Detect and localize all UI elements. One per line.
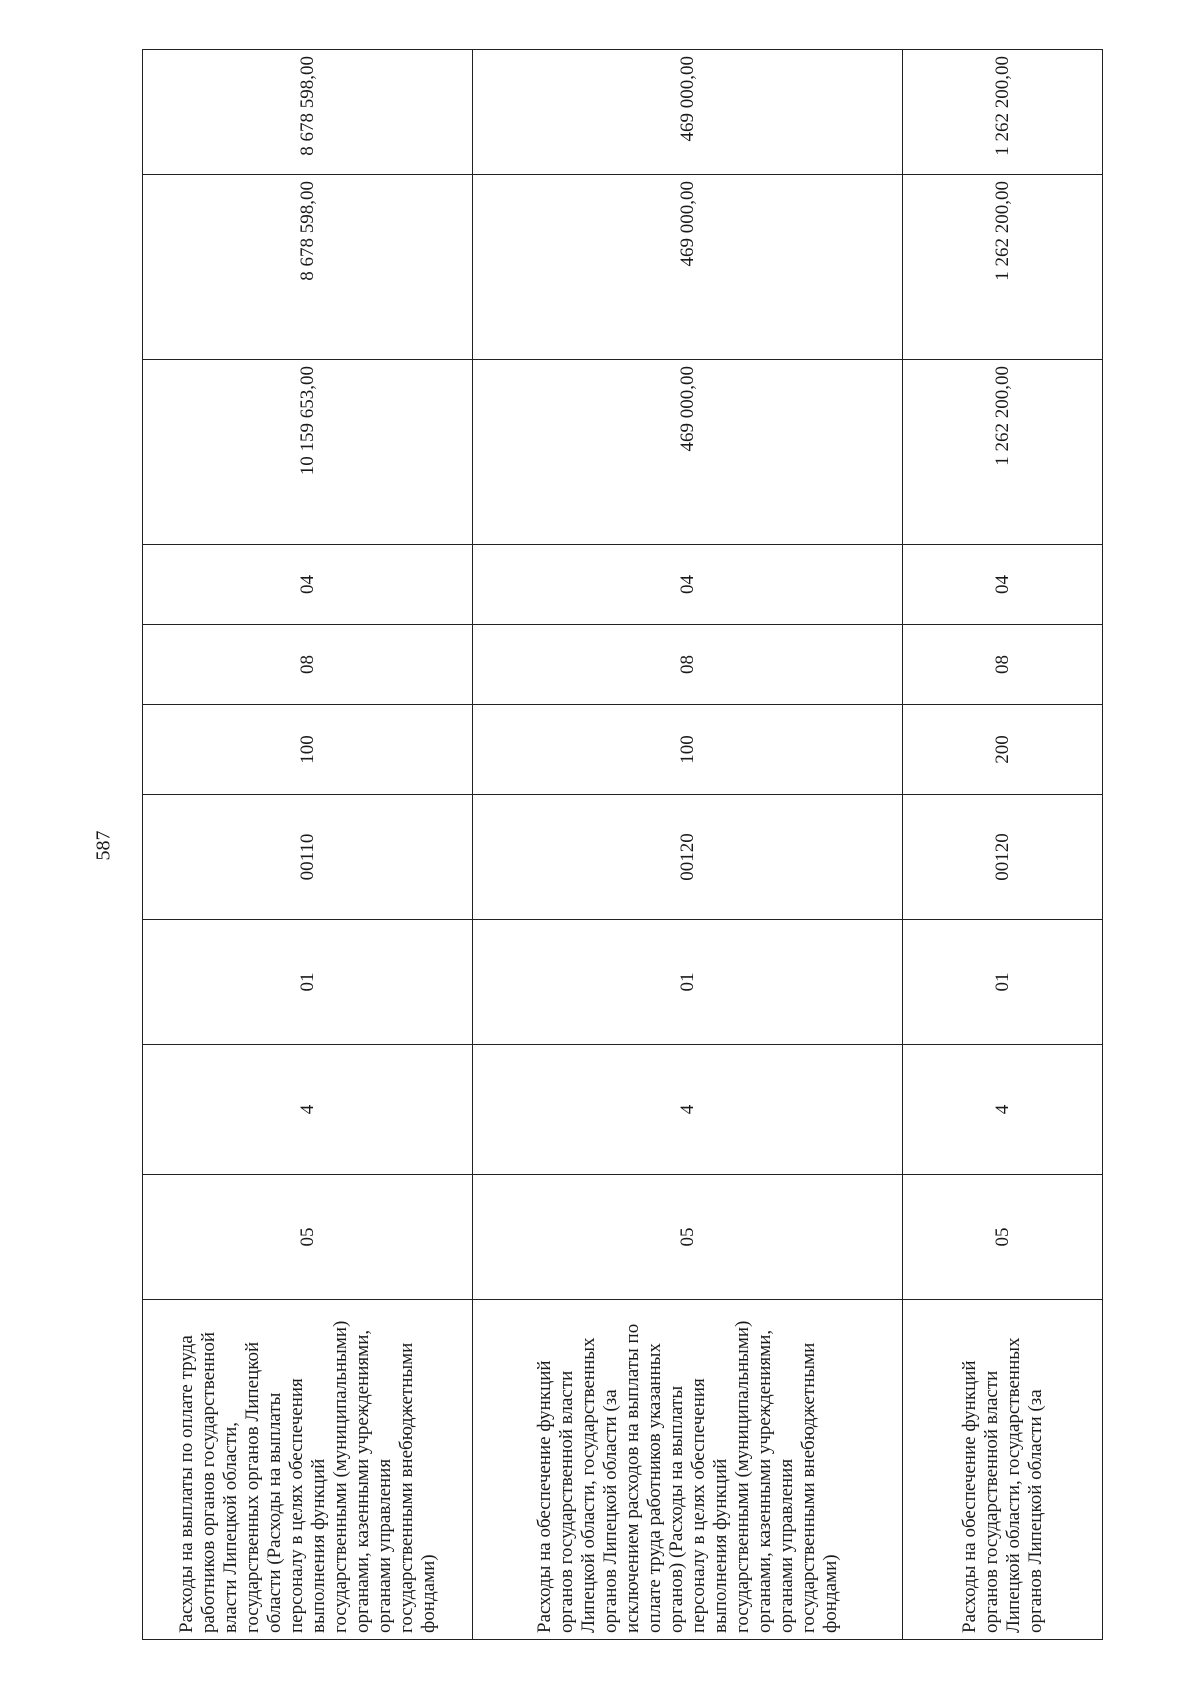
amount-cell: 469 000,00	[473, 50, 903, 175]
amount-cell: 469 000,00	[473, 175, 903, 360]
code-cell: 08	[473, 625, 903, 705]
code-cell: 05	[143, 1175, 473, 1300]
code-cell: 00110	[143, 795, 473, 920]
code-cell: 08	[143, 625, 473, 705]
code-cell: 00120	[473, 795, 903, 920]
code-cell: 00120	[903, 795, 1103, 920]
amount-cell: 10 159 653,00	[143, 360, 473, 545]
code-cell: 05	[903, 1175, 1103, 1300]
table-row	[473, 50, 903, 1640]
code-cell: 100	[473, 705, 903, 795]
code-cell: 200	[903, 705, 1103, 795]
code-cell: 4	[903, 1045, 1103, 1175]
code-cell: 100	[143, 705, 473, 795]
code-cell: 4	[473, 1045, 903, 1175]
code-cell: 04	[473, 545, 903, 625]
row-description: Расходы на обеспечение функций органов государственной власти Липецкой области, государственных органов Липецкой области (за	[903, 1300, 1103, 1640]
amount-cell: 8 678 598,00	[143, 50, 473, 175]
amount-cell: 1 262 200,00	[903, 175, 1103, 360]
amount-cell: 469 000,00	[473, 360, 903, 545]
code-cell: 01	[143, 920, 473, 1045]
table-row	[903, 50, 1103, 1640]
code-cell: 04	[903, 545, 1103, 625]
budget-table	[142, 49, 1103, 1640]
code-cell: 4	[143, 1045, 473, 1175]
code-cell: 04	[143, 545, 473, 625]
amount-cell: 1 262 200,00	[903, 360, 1103, 545]
rotated-table-wrapper	[142, 50, 1102, 1640]
row-description: Расходы на выплаты по оплате труда работников органов государственной власти Липецкой области, государственных органов Липецкой области (Расходы на выплаты персоналу в целях обеспечения выполнения функций государственными (муниципальными) органами, казенными учреждениями, органами управления государственными внебюджетными фондами)	[143, 1300, 473, 1640]
amount-cell: 8 678 598,00	[143, 175, 473, 360]
code-cell: 01	[903, 920, 1103, 1045]
table-row	[143, 50, 473, 1640]
code-cell: 08	[903, 625, 1103, 705]
row-description: Расходы на обеспечение функций органов государственной власти Липецкой области, государственных органов Липецкой области (за исключением расходов на выплаты по оплате труда работников указанных органов) (Расходы на выплаты персоналу в целях обеспечения выполнения функций государственными (муниципальными) органами, казенными учреждениями, органами управления государственными внебюджетными фондами)	[473, 1300, 903, 1640]
code-cell: 05	[473, 1175, 903, 1300]
page-number: 587	[92, 830, 115, 861]
amount-cell: 1 262 200,00	[903, 50, 1103, 175]
code-cell: 01	[473, 920, 903, 1045]
